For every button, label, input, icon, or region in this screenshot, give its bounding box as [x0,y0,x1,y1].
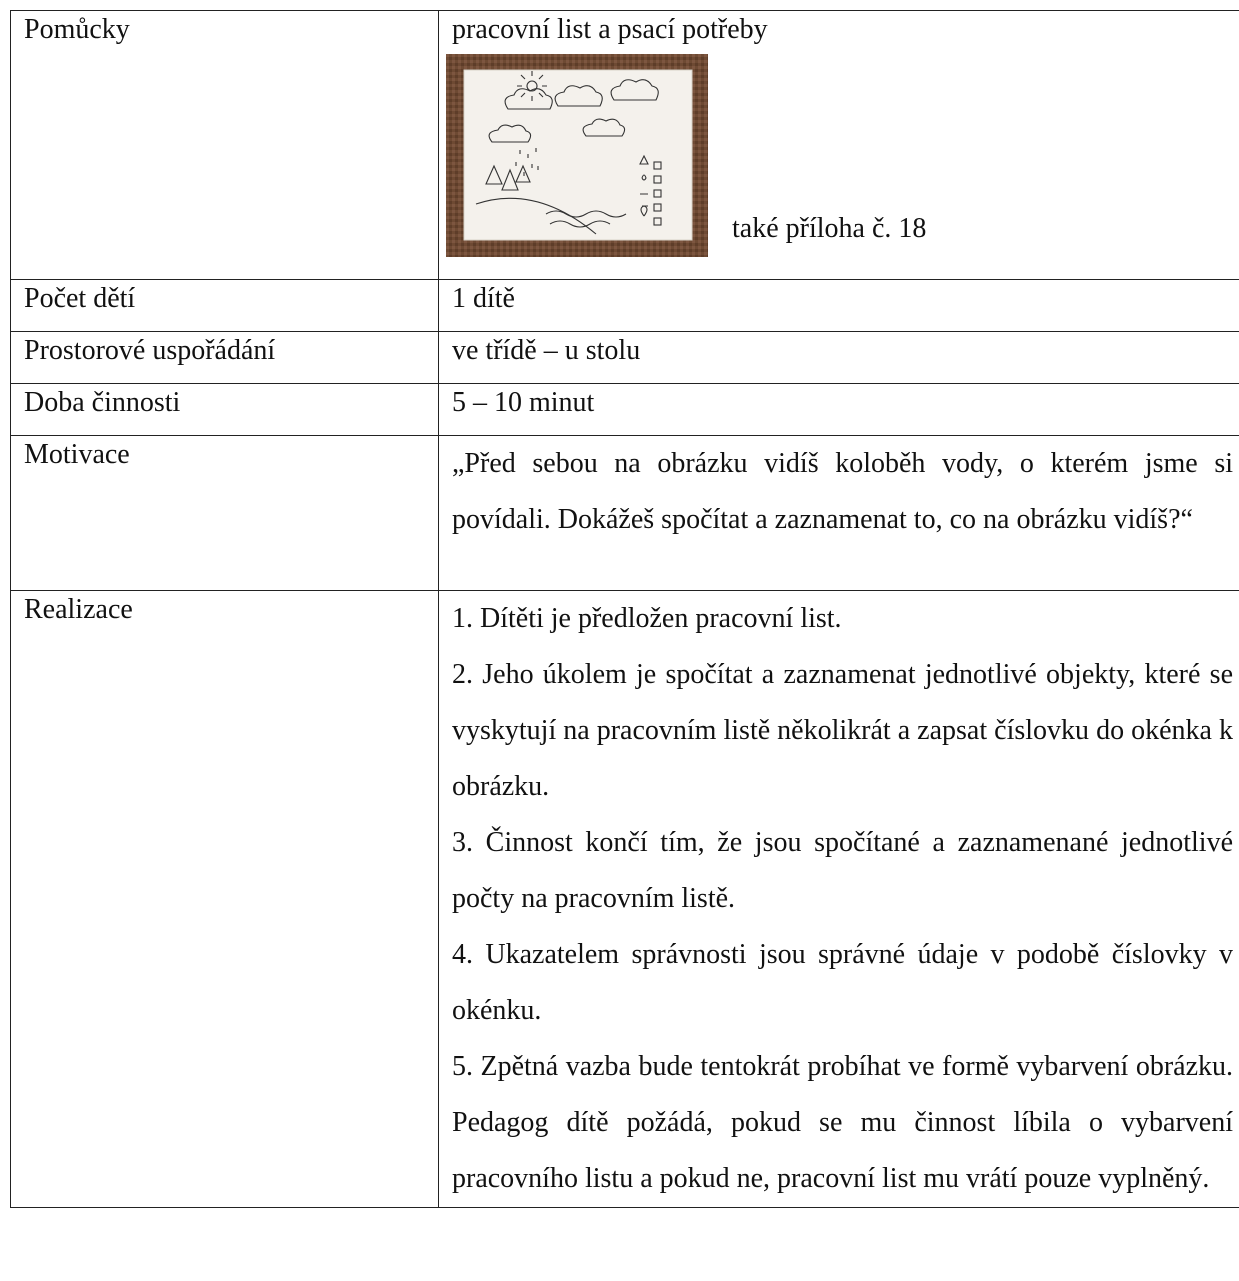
row-pomucky [11,11,1239,280]
row-value: pracovní list a psací potřeby [452,14,768,45]
row-label: Realizace [24,594,133,625]
value-cell [439,591,1239,1208]
row-prostorove-usporadani [11,332,1239,384]
realization-step: 2. Jeho úkolem je spočítat a zaznamenat jednotlivé objekty, které se vyskytují na pracovním listě několikrát a zapsat číslovku do okénka k obrázku. [452,659,1233,802]
label-cell [11,280,439,332]
realization-step: 5. Zpětná vazba bude tentokrát probíhat ve formě vybarvení obrázku. Pedagog dítě požádá, pokud se mu činnost líbila o vybarvení pracovního listu a pokud ne, pracovní list mu vrátí pouze vyplněný. [452,1051,1233,1194]
activity-table [10,10,1239,1208]
realization-step: 4. Ukazatelem správnosti jsou správné údaje v podobě číslovky v okénku. [452,939,1233,1026]
row-realizace [11,591,1239,1208]
value-cell [439,436,1239,591]
worksheet-photo [446,54,708,257]
label-cell [11,332,439,384]
row-label: Počet dětí [24,283,136,314]
label-cell [11,436,439,591]
row-label: Prostorové uspořádání [24,335,276,366]
value-cell [439,332,1239,384]
label-cell [11,591,439,1208]
value-cell [439,280,1239,332]
row-label: Doba činnosti [24,387,181,418]
row-motivace [11,436,1239,591]
row-value: 1 dítě [452,283,515,314]
motivation-text: „Před sebou na obrázku vidíš koloběh vody, o kterém jsme si povídali. Dokážeš spočítat a zaznamenat to, co na obrázku vidíš?“ [452,448,1233,535]
row-label: Pomůcky [24,14,130,45]
row-doba-cinnosti [11,384,1239,436]
label-cell [11,11,439,280]
row-value: ve třídě – u stolu [452,335,641,366]
value-cell [439,11,1239,280]
value-cell [439,384,1239,436]
row-label: Motivace [24,439,130,470]
row-pocet-deti [11,280,1239,332]
realization-step: 3. Činnost končí tím, že jsou spočítané a zaznamenané jednotlivé počty na pracovním listě. [452,827,1233,914]
photo-row [452,54,1233,259]
attachment-caption: také příloha č. 18 [732,213,927,244]
row-value: 5 – 10 minut [452,387,595,418]
label-cell [11,384,439,436]
realization-step: 1. Dítěti je předložen pracovní list. [452,603,842,634]
